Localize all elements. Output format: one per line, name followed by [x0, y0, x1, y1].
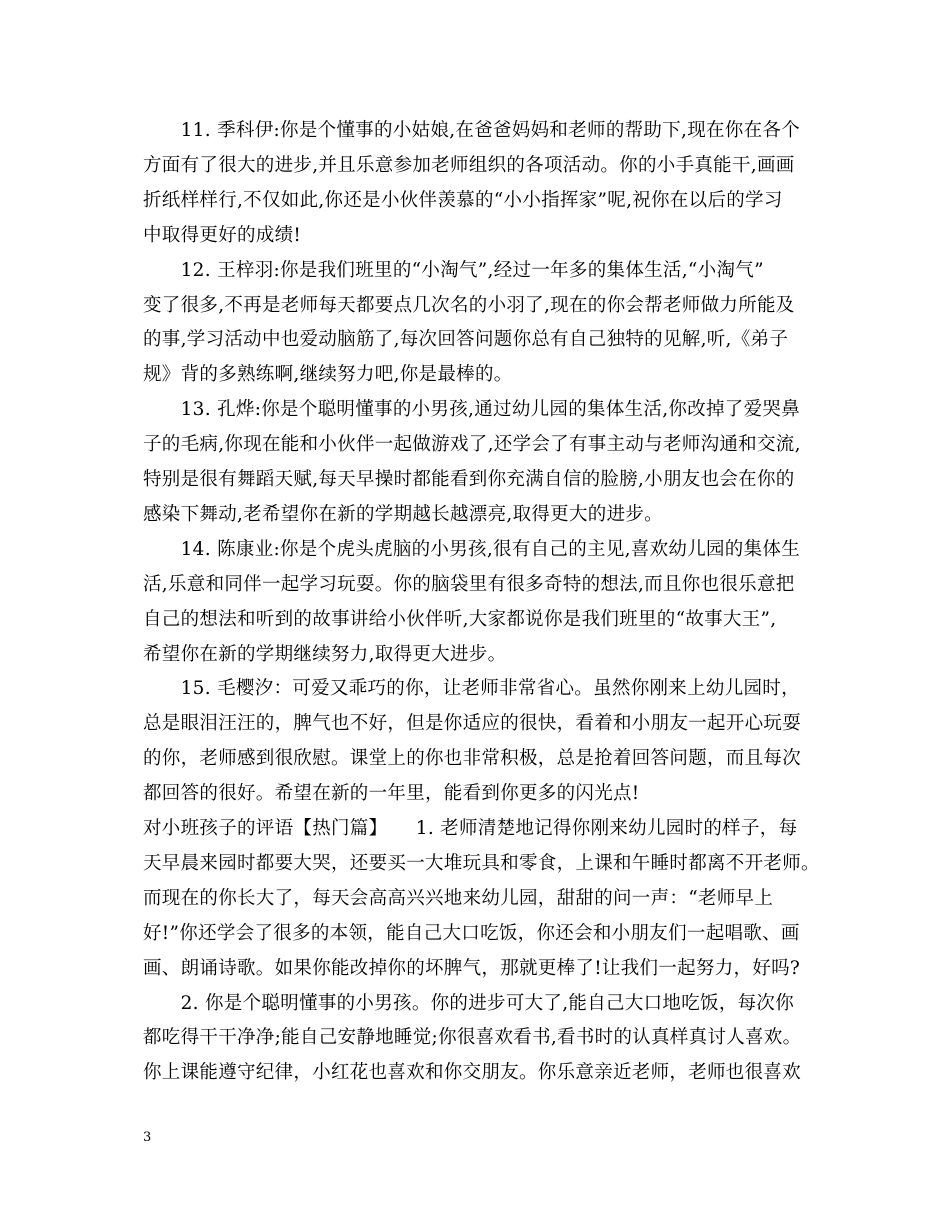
- text-line: 自己的想法和听到的故事讲给小伙伴听,大家都说你是我们班里的“故事大王”,: [143, 608, 777, 630]
- text-line: 都吃得干干净净;能自己安静地睡觉;你很喜欢看书,看书时的认真样真讨人喜欢。: [143, 1027, 802, 1049]
- text-line: 对小班孩子的评语【热门篇】 1. 老师清楚地记得你刚来幼儿园时的样子，每: [143, 818, 798, 839]
- text-line: 而现在的你长大了，每天会高高兴兴地来幼儿园，甜甜的问一声：“老师早上: [143, 887, 774, 909]
- text-line: 好!”你还学会了很多的本领，能自己大口吃饭，你还会和小朋友们一起唱歌、画: [143, 922, 800, 944]
- text-line: 活,乐意和同伴一起学习玩耍。你的脑袋里有很多奇特的想法,而且你也很乐意把: [143, 573, 795, 595]
- text-line: 的事,学习活动中也爱动脑筋了,每次回答问题你总有自己独特的见解,听,《弟子: [143, 329, 789, 351]
- text-line: 2. 你是个聪明懂事的小男孩。你的进步可大了,能自己大口地吃饭，每次你: [143, 992, 795, 1014]
- text-line: 你上课能遵守纪律，小红花也喜欢和你交朋友。你乐意亲近老师，老师也很喜欢: [143, 1062, 802, 1084]
- text-line: 画、朗诵诗歌。如果你能改掉你的坏脾气，那就更棒了!让我们一起努力，好吗?: [143, 957, 801, 979]
- text-line: 特别是很有舞蹈天赋,每天早操时都能看到你充满自信的脸膀,小朋友也会在你的: [143, 469, 795, 490]
- text-line: 的你，老师感到很欣慰。课堂上的你也非常积极，总是抢着回答问题，而且每次: [143, 748, 802, 770]
- text-line: 方面有了很大的进步,并且乐意参加老师组织的各项活动。你的小手真能干,画画: [143, 154, 795, 176]
- text-line: 15. 毛樱汐：可爱又乖巧的你，让老师非常省心。虽然你刚来上幼儿园时，: [143, 678, 800, 700]
- text-line: 12. 王梓羽:你是我们班里的“小淘气”,经过一年多的集体生活,“小淘气”: [143, 259, 764, 281]
- text-line: 规》背的多熟练啊,继续努力吧,你是最棒的。: [143, 364, 513, 386]
- text-line: 希望你在新的学期继续努力,取得更大进步。: [143, 643, 507, 665]
- text-line: 折纸样样行,不仅如此,你还是小伙伴羡慕的“小小指挥家”呢,祝你在以后的学习: [143, 189, 783, 211]
- text-line: 总是眼泪汪汪的，脾气也不好，但是你适应的很快，看着和小朋友一起开心玩耍: [143, 713, 802, 735]
- text-line: 变了很多,不再是老师每天都要点几次名的小羽了,现在的你会帮老师做力所能及: [143, 294, 795, 316]
- text-line: 子的毛病,你现在能和小伙伴一起做游戏了,还学会了有事主动与老师沟通和交流,: [143, 434, 801, 456]
- text-line: 13. 孔烨:你是个聪明懂事的小男孩,通过幼儿园的集体生活,你改掉了爱哭鼻: [143, 399, 800, 421]
- text-line: 11. 季科伊:你是个懂事的小姑娘,在爸爸妈妈和老师的帮助下,现在你在各个: [143, 120, 800, 141]
- page-number: 3: [143, 1130, 152, 1145]
- text-line: 感染下舞动,老希望你在新的学期越长越漂亮,取得更大的进步。: [143, 503, 663, 525]
- text-line: 14. 陈康业:你是个虎头虎脑的小男孩,很有自己的主见,喜欢幼儿园的集体生: [143, 538, 800, 560]
- text-line: 中取得更好的成绩!: [143, 224, 302, 246]
- text-line: 天早晨来园时都要大哭，还要买一大堆玩具和零食，上课和午睡时都离不开老师。: [143, 852, 820, 874]
- text-line: 都回答的很好。希望在新的一年里，能看到你更多的闪光点!: [143, 783, 640, 805]
